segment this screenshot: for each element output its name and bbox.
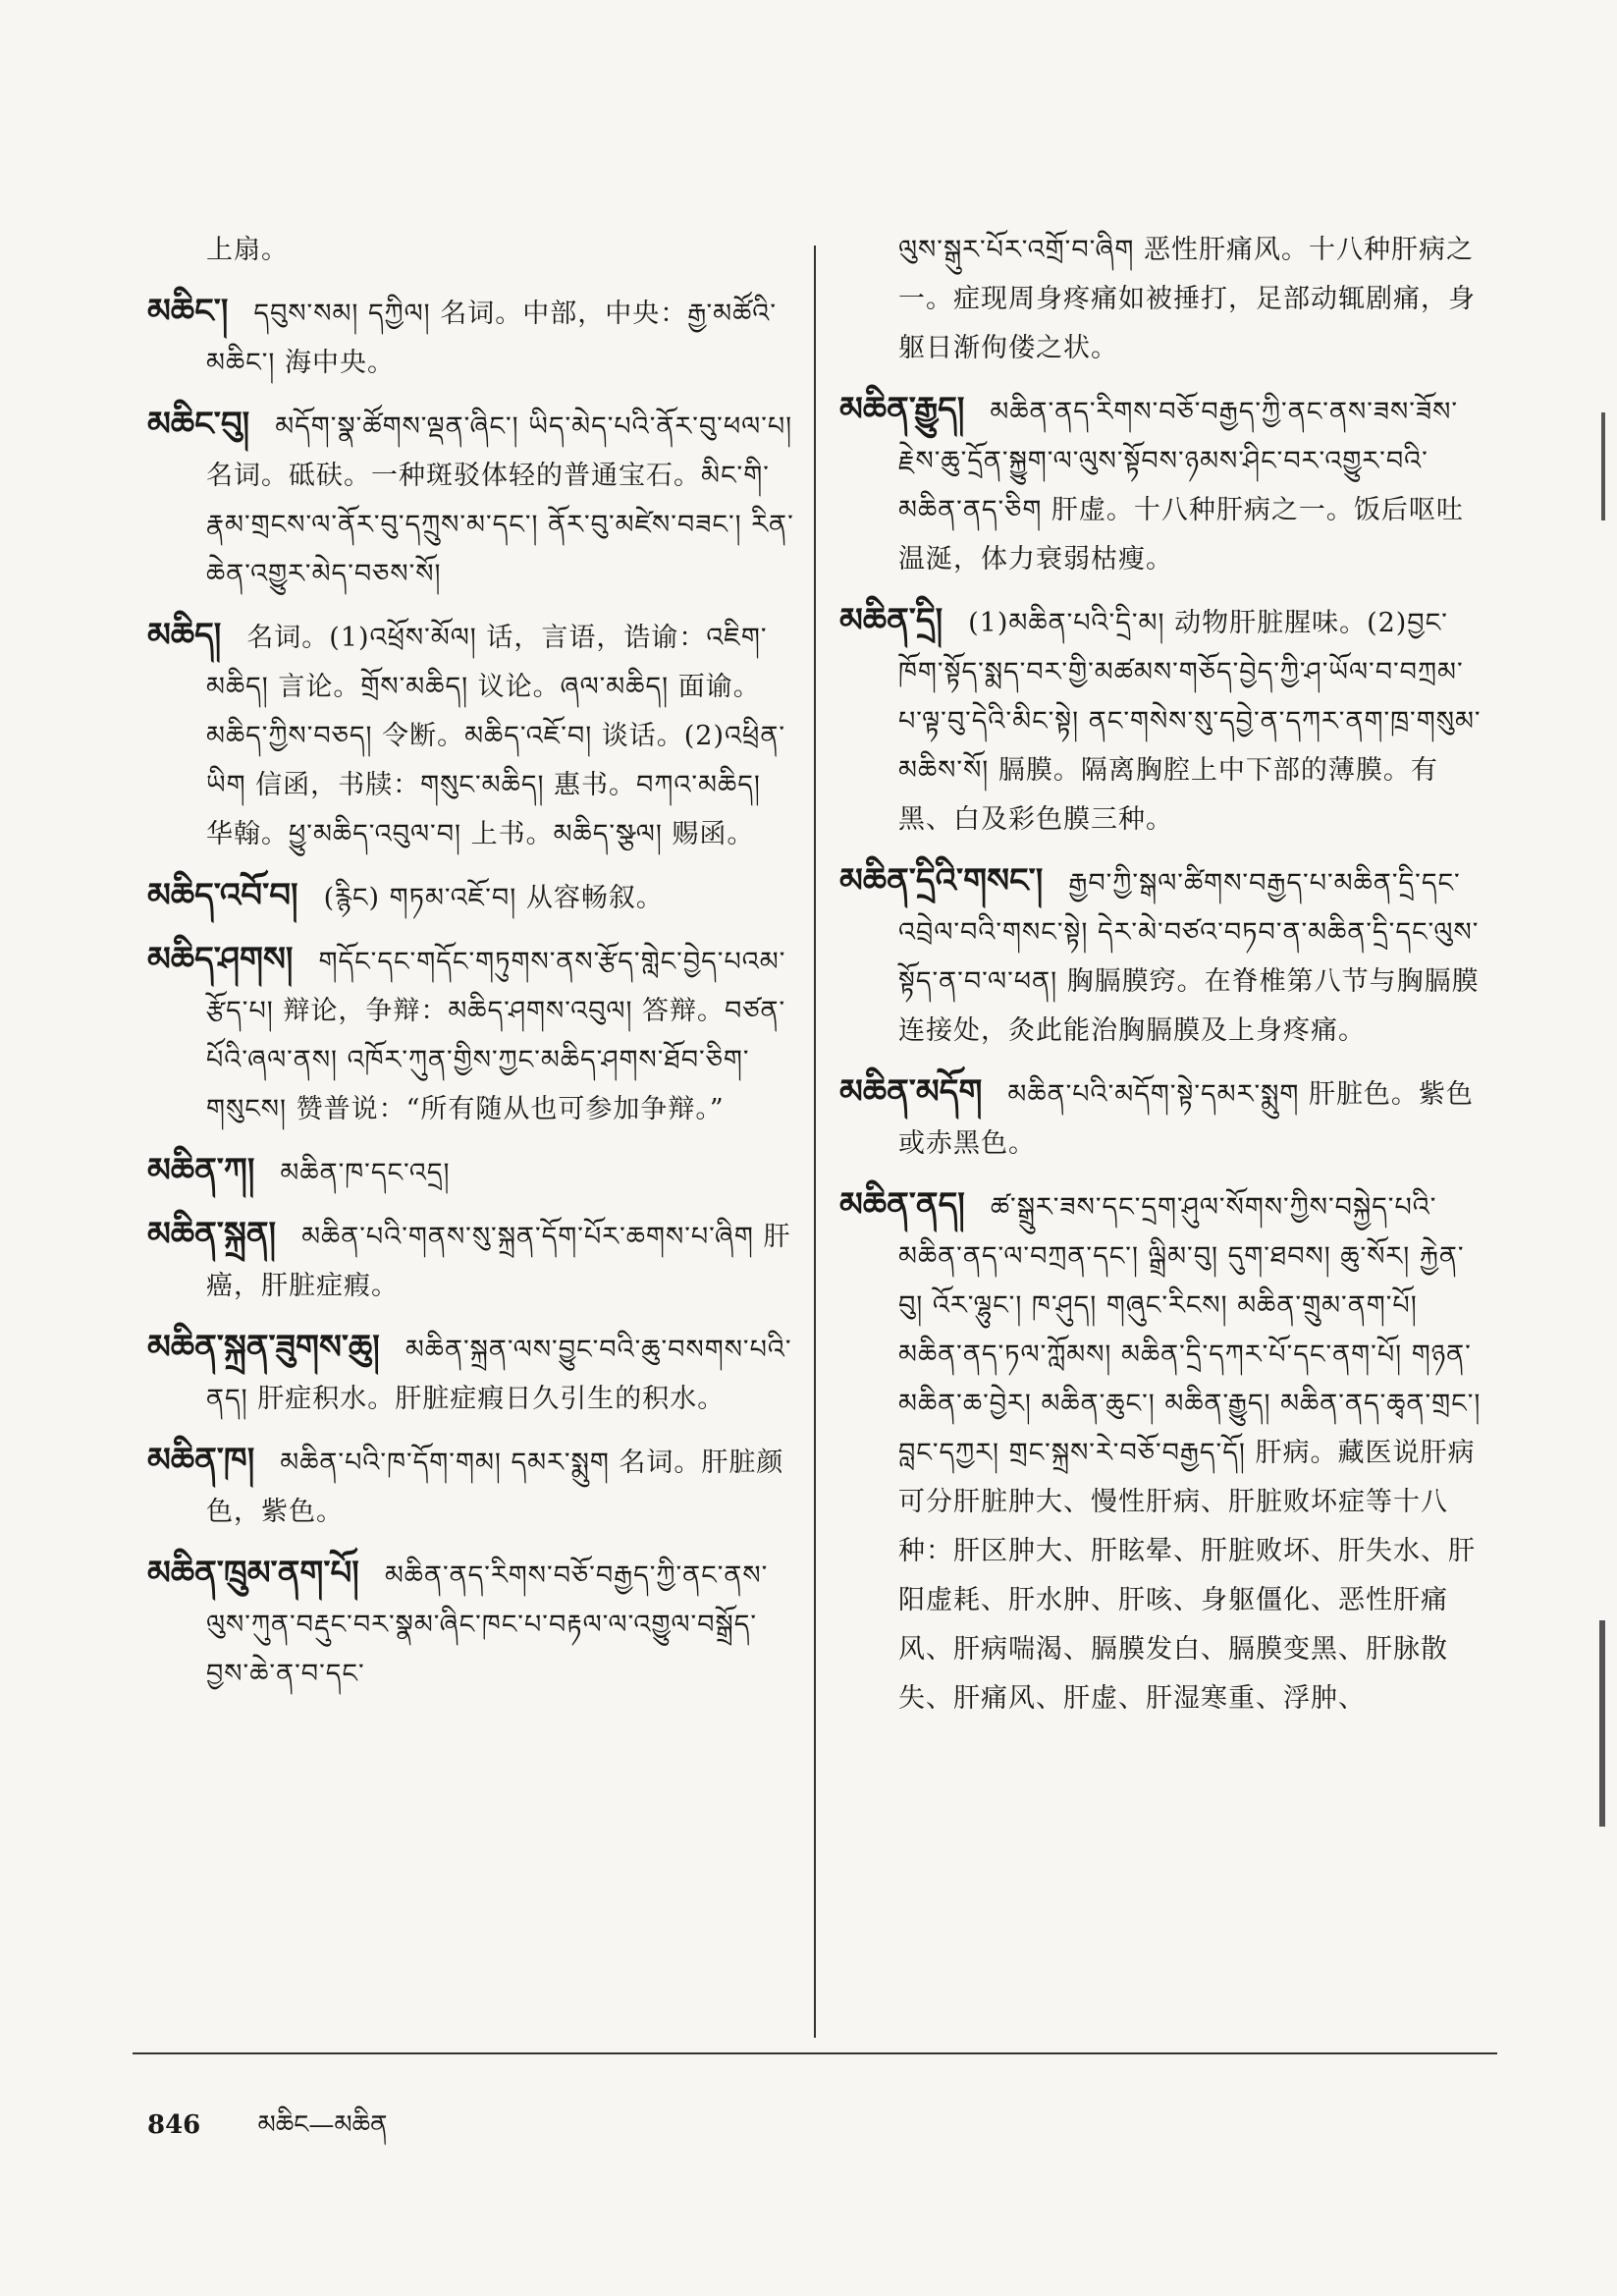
entry-definition: མཆིན་ཁ་དང་འདྲ། [280, 1158, 451, 1188]
column-divider [814, 246, 816, 2038]
entry-headword: མཆིན་རྒྱུད། [839, 390, 965, 429]
entry-headword: མཆིན་སྐྲན་ཟུགས་ཆུ། [147, 1328, 380, 1367]
entry-definition: 上扇。 [206, 235, 289, 265]
entry-definition: (1)མཆིན་པའི་དྲི་མ། 动物肝脏腥味。(2)བྱང་ཁོག་སྟོད་སྨད་བར་གྱི་མཚམས་གཅོད་བྱེད་ཀྱི་ཤ་ཡོལ་བ་བཀྲམ་པ་ལྟ་བུ་དེའི་མིང་སྟེ། ནང་གསེས་སུ་དབྱེ་ན་དཀར་ནག་ཁྲ་གསུམ་མཆིས་སོ། 膈膜。隔离胸腔上中下部的薄膜。有黑、白及彩色膜三种。 [898, 608, 1482, 835]
entry-definition: དབུས་སམ། དཀྱིལ། 名词。中部，中央：རྒྱ་མཚོའི་མཆིང་། 海中央。 [206, 299, 777, 378]
entry-headword: མཆིང་བུ། [147, 405, 250, 444]
entry-definition: རྒྱབ་ཀྱི་སྒལ་ཚིགས་བརྒྱད་པ་མཆིན་དྲི་དང་འབྲེལ་བའི་གསང་སྟེ། དེར་མེ་བཙའ་བཏབ་ན་མཆིན་དྲི་དང་ལུས་སྟོད་ན་བ་ལ་ཕན། 胸膈膜窍。在脊椎第八节与胸膈膜连接处，灸此能治胸膈膜及上身疼痛。 [898, 868, 1480, 1046]
entry-continuation [147, 226, 795, 275]
dictionary-entry [147, 611, 795, 859]
left-column [147, 226, 795, 1711]
entry-definition: མཆིན་སྐྲན་ལས་བྱུང་བའི་ཆུ་བསགས་པའི་ནད། 肝症积水。肝脏症瘕日久引生的积水。 [206, 1335, 792, 1414]
entry-headword: མཆིང་། [147, 292, 229, 331]
running-head: མཆིང—མཆིན [257, 2110, 388, 2140]
dictionary-entry [147, 400, 795, 599]
entry-headword: མཆིན་སྐྲན། [147, 1215, 277, 1254]
entry-definition: མཆིན་ནད་རིགས་བཅོ་བརྒྱད་ཀྱི་ནང་ནས་ལུས་ཀུན་བརྡུང་བར་སྣམ་ཞིང་ཁང་པ་བརྟལ་ལ་འགྱུལ་བསྒྲོད་བྱས་ཆེ་ན་བ་དང་ [206, 1560, 769, 1689]
entry-headword: མཆིན་མདོག [839, 1072, 983, 1112]
scan-edge-mark [1599, 1620, 1605, 1827]
entry-headword: མཆིད་འབོ་བ། [147, 876, 298, 915]
entry-definition: མཆིན་པའི་མདོག་སྟེ་དམར་སྨུག 肝脏色。紫色或赤黑色。 [898, 1079, 1474, 1159]
dictionary-entry [147, 1146, 795, 1198]
entry-headword: མཆིད་ཤགས། [147, 940, 294, 979]
page-footer [147, 2097, 387, 2168]
dictionary-entry [839, 1180, 1487, 1723]
page-number: 846 [147, 2110, 201, 2140]
scan-edge-mark [1601, 412, 1605, 520]
entry-headword: མཆིན་ཁྲུམ་ནག་པོ། [147, 1554, 359, 1593]
dictionary-entry [839, 1067, 1487, 1169]
dictionary-entry [147, 1210, 795, 1311]
entry-definition: མཆིན་ནད་རིགས་བཅོ་བརྒྱད་ཀྱི་ནང་ནས་ཟས་ཟོས་རྗེས་ཆུ་དྲོན་སྐྱུག་ལ་ལུས་སྟོབས་ཉམས་ཤིང་བར་འགྱུར་བའི་མཆིན་ནད་ཅིག 肝虚。十八种肝病之一。饭后呕吐温涎，体力衰弱枯瘦。 [898, 397, 1464, 574]
dictionary-entry [839, 385, 1487, 584]
entry-definition: མཆིན་པའི་ཁ་དོག་གམ། དམར་སྨུག 名词。肝脏颜色，紫色。 [206, 1448, 784, 1527]
entry-definition: ལུས་སྒུར་པོར་འགྲོ་བ་ཞིག 恶性肝痛风。十八种肝病之一。症现周身疼痛如被捶打，足部动辄剧痛，身躯日渐佝偻之状。 [898, 235, 1476, 363]
entry-headword: མཆིན་ཀ། [147, 1151, 255, 1190]
dictionary-entry [147, 1436, 795, 1537]
entry-headword: མཆིད། [147, 616, 222, 655]
entry-definition: ཚ་སྒྲུར་ཟས་དང་དྲག་ཤུལ་སོགས་ཀྱིས་བསྐྱེད་པའི་མཆིན་ནད་ལ་བཀྲན་དང་། ལྒྲིམ་བུ། དུག་ཐབས། ཆུ་སོར། རྐྱེན་བུ། འོར་ལྷུང་། ཁ་ཤུད། གཞུང་རིངས། མཆིན་གྲུམ་ནག་པོ། མཆིན་ནད་ཏལ་ཀློམས། མཆིན་དྲི་དཀར་པོ་དང་ནག་པོ། གཉན་མཆིན་ཆ་བྱེར། མཆིན་ཆུང་། མཆིན་རྒྱུད། མཆིན་ནད་ཆྭན་གྲང་། བླང་དཀྱར། གྲང་སྐྲས་རེ་བཅོ་བརྒྱད་དོ། 肝病。藏医说肝病可分肝脏肿大、慢性肝病、肝脏败坏症等十八种：肝区肿大、肝眩晕、肝脏败坏、肝失水、肝阳虚耗、肝水肿、肝咳、身躯僵化、恶性肝痛风、肝病喘渴、膈膜发白、膈膜变黑、肝脉散失、肝痛风、肝虚、肝湿寒重、浮肿、 [898, 1192, 1482, 1714]
dictionary-entry [147, 287, 795, 388]
entry-continuation [839, 226, 1487, 373]
dictionary-entry [147, 1323, 795, 1424]
entry-definition: (རྙིང) གཏམ་འཇོ་བ། 从容畅叙。 [323, 883, 664, 913]
dictionary-entry [147, 1549, 795, 1699]
entry-headword: མཆིན་ནད། [839, 1185, 965, 1225]
dictionary-entry [147, 871, 795, 923]
right-column [839, 226, 1487, 1735]
entry-headword: མཆིན་དྲིའི་གསང་། [839, 861, 1044, 901]
entry-definition: གདོང་དང་གདོང་གཏུགས་ནས་རྩོད་གླེང་བྱེད་པའམ་རྩོད་པ། 辩论，争辩：མཆིད་ཤགས་འབུལ། 答辩。བཙན་པོའི་ཞལ་ནས། འཁོར་ཀུན་གྱིས་ཀྱང་མཆིད་ཤགས་ཐོབ་ཅིག་གསུངས། 赞普说：“所有随从也可参加争辩。” [206, 947, 786, 1124]
dictionary-entry [839, 856, 1487, 1056]
dictionary-entry [147, 935, 795, 1134]
entry-headword: མཆིན་ཁ། [147, 1441, 255, 1480]
entry-definition: མདོག་སྣ་ཚོགས་ལྡན་ཞིང་། ཡིད་མེད་པའི་ནོར་བུ་ཕལ་པ། 名词。砥砆。一种斑驳体轻的普通宝石。མིང་གི་རྣམ་གྲངས་ལ་ནོར་བུ་དཀྲུས་མ་དང་། ནོར་བུ་མཛེས་བཟང་། རིན་ཆེན་འགྱུར་མེད་བཅས་སོ། [206, 411, 794, 589]
entry-definition: 名词。(1)འཕྲོས་མོལ། 话，言语，诰谕：འཇིག་མཆིད། 言论。གྲོས་མཆིད། 议论。ཞལ་མཆིད། 面谕。མཆིད་ཀྱིས་བཅད། 令断。མཆིད་འཇོ་བ། 谈话。(2)འཕྲིན་ཡིག 信函，书牍：གསུང་མཆིད། 惠书。བཀའ་མཆིད། 华翰。ཕྱུ་མཆིད་འབུལ་བ། 上书。མཆིད་སྩལ། 赐函。 [206, 623, 786, 849]
footer-rule [133, 2052, 1497, 2054]
entry-definition: མཆིན་པའི་གནས་སུ་སྐྲན་དོག་པོར་ཆགས་པ་ཞིག 肝癌，肝脏症瘕。 [206, 1222, 791, 1301]
dictionary-entry [839, 596, 1487, 845]
entry-headword: མཆིན་དྲི། [839, 601, 943, 640]
